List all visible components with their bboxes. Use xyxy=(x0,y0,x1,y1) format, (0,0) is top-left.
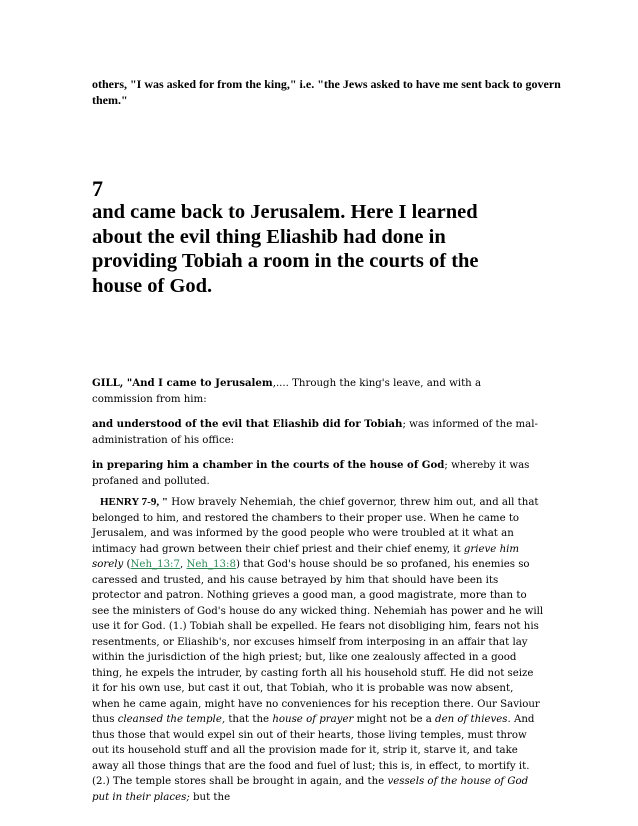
gill-paragraph-2 xyxy=(92,417,544,448)
gill-bold-1: GILL, "And I came to Jerusalem xyxy=(92,377,273,389)
gill-paragraph-3 xyxy=(92,458,544,489)
henry-text: might not be a xyxy=(353,714,436,725)
gill-paragraph-1 xyxy=(92,376,544,407)
scripture-link-neh-13-7[interactable]: Neh_13:7 xyxy=(130,559,180,570)
verse-number: 7 xyxy=(92,176,103,201)
henry-text: ( xyxy=(123,559,131,570)
gill-text-2: ; was informed of the mal-administration of his office: xyxy=(92,419,538,446)
gill-text-3: ; whereby it was profaned and polluted. xyxy=(92,460,530,487)
gill-bold-2: and understood of the evil that Eliashib did for Tobiah xyxy=(92,418,403,430)
henry-text: How bravely Nehemiah, the chief governor, threw him out, and all that belonged to him, and restored the chambers to their proper use. When he came to Jerusalem, and was informed by the good people who were troubled at it what an intimacy had grown between their chief priest and their chief enemy, it xyxy=(92,497,539,555)
henry-text: but the xyxy=(189,791,231,803)
henry-paragraph xyxy=(92,495,544,805)
henry-italic: vessels of the house of God put in their places; xyxy=(92,776,529,803)
henry-italic: grieve him sorely xyxy=(92,543,520,570)
henry-text: ) that God's house should be so profaned, his enemies so caressed and trusted, and his cause betrayed by him that should have been its protector and patron. Nothing grieves a good man, a good magistrate, more than to see the ministers of God's house do any wicked thing. Nehemiah has power and he will use it for God. (1.) Tobiah shall be expelled. He fears not disobliging him, fears not his resentments, or Eliashib's, nor excuses himself from interposing in an affair that lay within the jurisdiction of the high priest; but, like one zealously affected in a good thing, he expels the intruder, by casting forth all his household stuff. He did not seize it for his own use, but cast it out, that Tobiah, who it is probable was now absent, when he came again, might have no conveniences for his reception there. Our Saviour thus xyxy=(92,559,544,725)
verse-text: and came back to Jerusalem. Here I learned about the evil thing Eliashib had done in providing Tobiah a room in the courts of the house of God. xyxy=(92,201,479,297)
henry-text: . And thus those that would expel sin out of their hearts, those living temples, must throw out its household stuff and all the provision made for it, strip it, starve it, and take away all those things that are the food and fuel of lust; this is, in effect, to mortify it. (2.) The temple stores shall be brought in again, and the xyxy=(92,714,535,787)
henry-text: , xyxy=(179,559,187,570)
henry-lead: HENRY 7-9, " xyxy=(100,496,168,508)
intro-paragraph: others, "I was asked for from the king," i.e. "the Jews asked to have me sent back to govern them." xyxy=(92,77,561,107)
henry-italic: house of prayer xyxy=(272,714,354,725)
gill-bold-3: in preparing him a chamber in the courts of the house of God xyxy=(92,459,445,471)
henry-italic: cleansed the temple, xyxy=(117,714,226,725)
henry-text: that the xyxy=(225,714,273,725)
henry-italic: den of thieves xyxy=(435,714,508,725)
gill-text-1: ,.... Through the king's leave, and with a commission from him: xyxy=(92,378,482,405)
scripture-link-neh-13-8[interactable]: Neh_13:8 xyxy=(186,559,236,570)
